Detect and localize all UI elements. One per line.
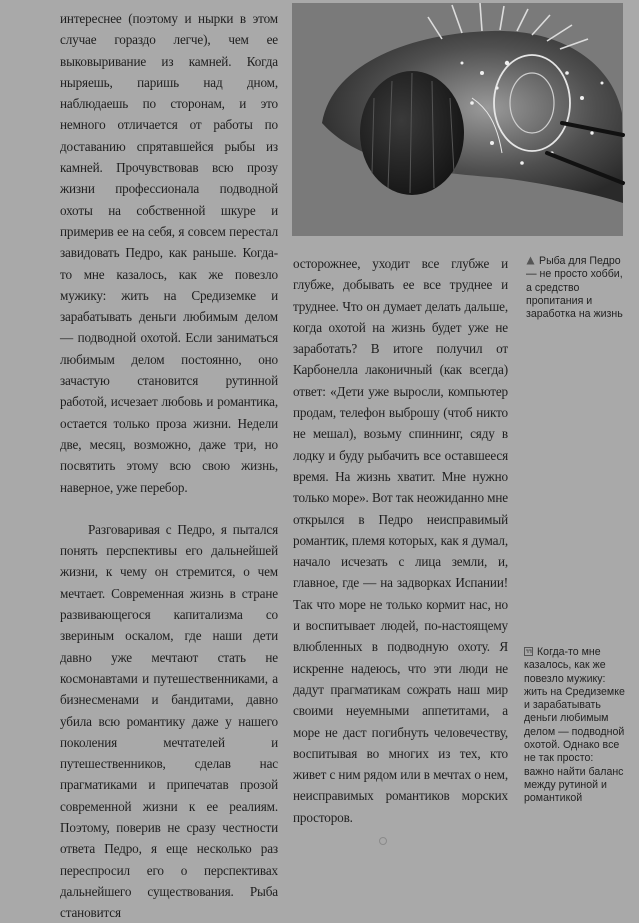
pull-quote-text: Когда-то мне казалось, как же повезло мужику: жить на Средиземке и зарабатывать деньги любимым делом — подводной охотой. Однако все не так просто: важно найти баланс между рутиной и романтикой — [524, 646, 625, 805]
photo-caption — [526, 255, 626, 321]
left-text-column — [60, 8, 278, 923]
body-paragraph: осторожнее, уходит все глубже и глубже, добывать ее все труднее и труднее. Что он думает делать дальше, когда охотой на жизнь будет уже не заработать? В итоге получил от Карбонелла лаконичный (как всегда) ответ: «Дети уже выросли, компьютер продам, телефон выброшу (чтоб никто не мешал), возьму спиннинг, сяду в лодку и буду рыбачить все оставшееся время. На жизнь хватит. Мне нужно только море». Вот так неожиданно мне открылся в Педро неисправимый романтик, племя которых, как я думал, начало исчезать с лица земли, и, главное, где — на задворках Испании! Так что море не только кормит нас, но и воспитывает людей, по-настоящему влюбленных в подводную охоту. Я искренне надеюсь, что эти люди не дадут прагматикам сожрать наш мир своими неуемными аппетитами, а море не даст погибнуть человечеству, воспитывая во многих из тех, кто живет с ним рядом или в мечтах о нем, неисправимых романтиков морских просторов. — [293, 256, 508, 825]
scorpionfish-illustration — [292, 3, 623, 236]
photo-caption-text: Рыба для Педро — не просто хобби, а средство пропитания и заработка на жизнь — [526, 255, 623, 321]
circle-ornament-icon — [378, 836, 388, 846]
right-text-column — [293, 253, 508, 828]
pull-quote — [524, 646, 626, 806]
quote-marker-icon — [524, 647, 533, 656]
triangle-marker-icon — [526, 256, 535, 265]
fish-photo — [292, 3, 623, 236]
body-paragraph: Разговаривая с Педро, я пытался понять перспективы его дальнейшей жизни, к чему он стремится, о чем мечтает. Современная жизнь в стране развивающегося капитализма со звериным оскалом, где наши дети давно уже мечтают стать не космонавтами и путешественниками, а бизнесменами и бандитами, давно убила всю романтику даже у нашего поколения мечтателей и путешественников, сделав нас прагматиками и припечатав прозой современной жизни к ее реалиям. Поэтому, поверив не сразу честности ответа Педро, я еще несколько раз переспросил его о перспективах дальнейшего существования. Рыба становится — [60, 521, 278, 921]
body-paragraph: интереснее (поэтому и нырки в этом случае гораздо легче), чем ее выковыривание из камней. Когда ныряешь, паришь над дном, наблюдаешь по сторонам, и это немного отличается от работы по доставанию спрятавшейся рыбы из камней. Прочувствовав всю прозу жизни профессионала подводной охоты на собственной шкуре и примерив ее на себя, я совсем перестал завидовать Педро, как раньше. Когда-то мне казалось, как же повезло мужику: жить на Средиземке и зарабатывать деньги любимым делом — подводной охотой. Если заниматься любимым делом постоянно, оно зачастую становится рутинной работой, исчезает любовь и романтика, остается только проза жизни. Недели две, месяц, возможно, даже три, но посвятить этому всю свою жизнь, наверное, уже перебор. — [60, 11, 278, 495]
